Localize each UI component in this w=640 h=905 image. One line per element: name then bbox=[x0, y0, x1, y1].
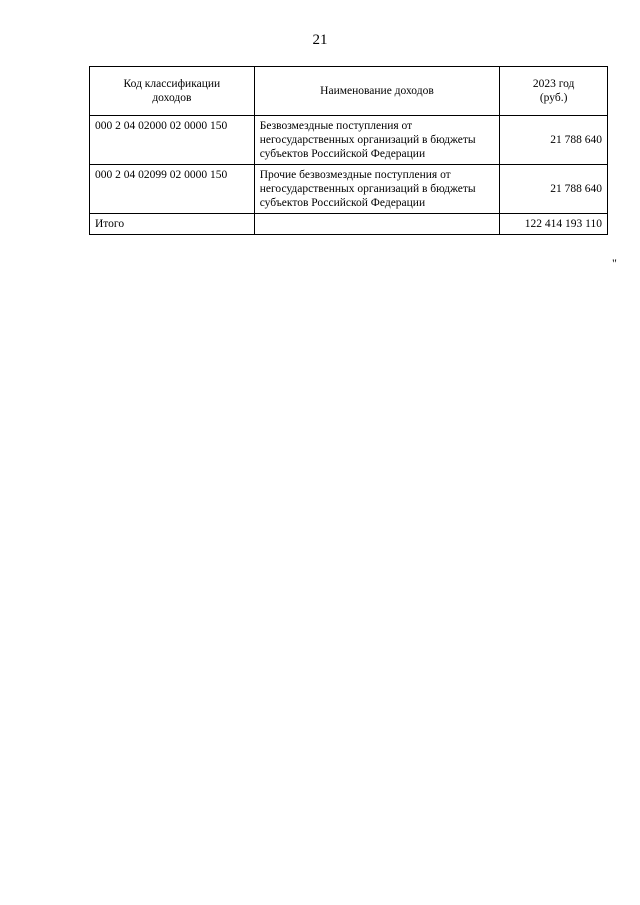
header-code-line2: доходов bbox=[152, 92, 192, 104]
page-number: 21 bbox=[312, 32, 328, 48]
row-amount: 21 788 640 bbox=[500, 116, 608, 165]
total-row bbox=[90, 214, 608, 235]
header-amount-line2: (руб.) bbox=[539, 92, 568, 104]
table-row bbox=[90, 165, 608, 214]
header-name: Наименование доходов bbox=[254, 67, 500, 116]
income-table bbox=[89, 66, 608, 235]
row-code: 000 2 04 02000 02 0000 150 bbox=[90, 116, 255, 165]
total-name bbox=[254, 214, 500, 235]
row-name: Безвозмездные поступления от негосударственных организаций в бюджеты субъектов Российской Федерации bbox=[254, 116, 500, 165]
table-header-row bbox=[90, 67, 608, 116]
header-amount-line1: 2023 год bbox=[532, 78, 575, 90]
header-amount bbox=[500, 67, 608, 116]
table-row bbox=[90, 116, 608, 165]
header-code-line1: Код классификации bbox=[123, 78, 221, 90]
row-amount: 21 788 640 bbox=[500, 165, 608, 214]
header-code bbox=[90, 67, 255, 116]
closing-quote: " bbox=[612, 256, 617, 270]
total-amount: 122 414 193 110 bbox=[500, 214, 608, 235]
total-label: Итого bbox=[90, 214, 255, 235]
row-name: Прочие безвозмездные поступления от негосударственных организаций в бюджеты субъектов Российской Федерации bbox=[254, 165, 500, 214]
row-code: 000 2 04 02099 02 0000 150 bbox=[90, 165, 255, 214]
